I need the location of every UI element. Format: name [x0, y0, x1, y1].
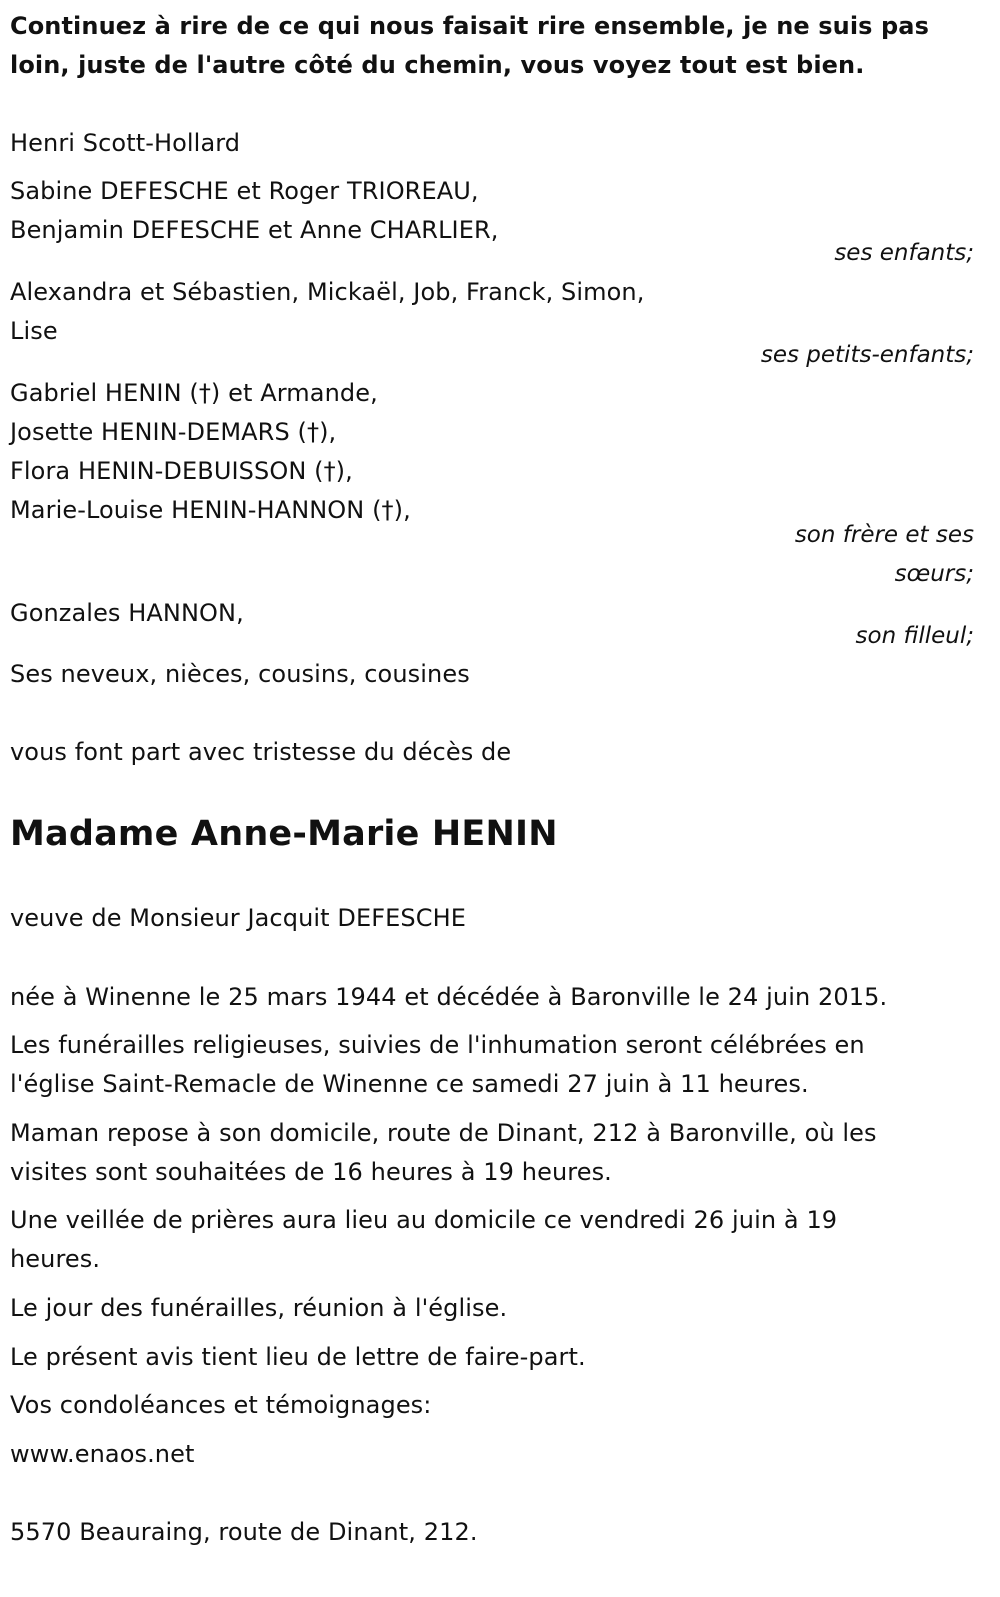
birth-death-line: née à Winenne le 25 mars 1944 et décédée à Baronville le 24 juin 2015.	[10, 983, 888, 1011]
notice-line: Le présent avis tient lieu de lettre de faire-part.	[10, 1343, 586, 1371]
siblings-role-line-2: sœurs;	[894, 561, 974, 587]
widow-line: veuve de Monsieur Jacquit DEFESCHE	[10, 904, 467, 932]
repose-line-2: visites sont souhaitées de 16 heures à 19 heures.	[10, 1158, 612, 1186]
children-line-2: Benjamin DEFESCHE et Anne CHARLIER,	[10, 216, 499, 244]
siblings-role-line-1: son frère et ses	[794, 522, 974, 548]
repose-line-1: Maman repose à son domicile, route de Dinant, 212 à Baronville, où les	[10, 1119, 877, 1147]
godson-line: Gonzales HANNON,	[10, 599, 244, 627]
quote-line-2: loin, juste de l'autre côté du chemin, vous voyez tout est bien.	[10, 51, 865, 79]
condolences-label: Vos condoléances et témoignages:	[10, 1391, 432, 1419]
godson-role: son filleul;	[855, 623, 974, 649]
relatives-line: Ses neveux, nièces, cousins, cousines	[10, 660, 470, 688]
grandchildren-line-1: Alexandra et Sébastien, Mickaël, Job, Franck, Simon,	[10, 278, 645, 306]
sibling-line-4: Marie-Louise HENIN-HANNON (†),	[10, 496, 411, 524]
quote-author: Henri Scott-Hollard	[10, 129, 241, 157]
children-role: ses enfants;	[834, 240, 974, 266]
sibling-line-2: Josette HENIN-DEMARS (†),	[10, 418, 337, 446]
address-line: 5570 Beauraing, route de Dinant, 212.	[10, 1518, 478, 1546]
deceased-name: Madame Anne-Marie HENIN	[10, 814, 558, 854]
sibling-line-1: Gabriel HENIN (†) et Armande,	[10, 379, 378, 407]
children-line-1: Sabine DEFESCHE et Roger TRIOREAU,	[10, 177, 479, 205]
funeral-line-2: l'église Saint-Remacle de Winenne ce samedi 27 juin à 11 heures.	[10, 1070, 809, 1098]
grandchildren-line-2: Lise	[10, 317, 58, 345]
quote-line-1: Continuez à rire de ce qui nous faisait rire ensemble, je ne suis pas	[10, 12, 929, 40]
sibling-line-3: Flora HENIN-DEBUISSON (†),	[10, 457, 353, 485]
vigil-line-1: Une veillée de prières aura lieu au domicile ce vendredi 26 juin à 19	[10, 1206, 838, 1234]
funeral-line-1: Les funérailles religieuses, suivies de l'inhumation seront célébrées en	[10, 1031, 865, 1059]
announcement-line: vous font part avec tristesse du décès de	[10, 738, 512, 766]
meeting-line: Le jour des funérailles, réunion à l'église.	[10, 1294, 508, 1322]
grandchildren-role: ses petits-enfants;	[760, 342, 974, 368]
vigil-line-2: heures.	[10, 1245, 101, 1273]
website-link[interactable]: www.enaos.net	[10, 1440, 195, 1468]
